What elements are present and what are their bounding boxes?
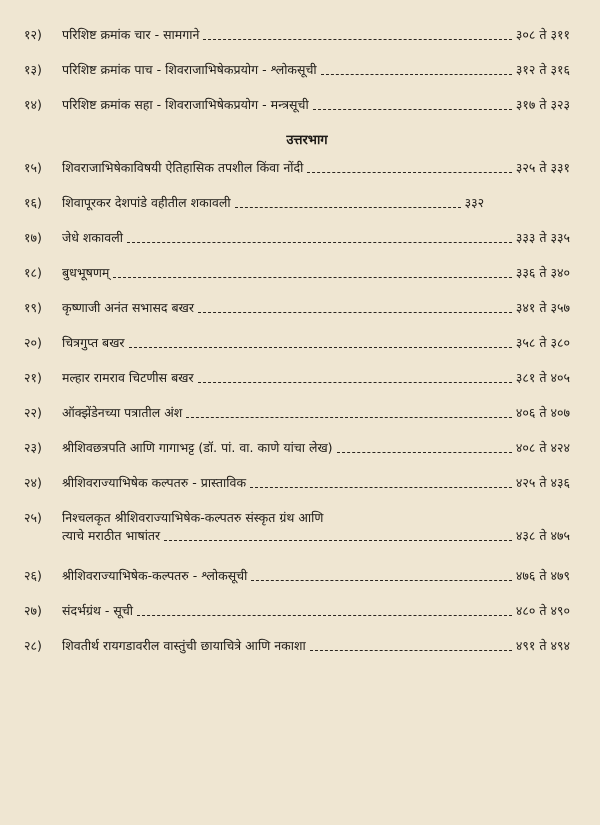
entry-title: श्रीशिवछत्रपति आणि गागाभट्ट (डॉ. पां. वा. काणे यांचा लेख)	[62, 440, 333, 455]
toc-entry-23	[24, 439, 570, 474]
entry-number: १३)	[24, 62, 42, 77]
toc-entry-26	[24, 567, 570, 602]
entry-pages: ४०८ ते ४२४	[515, 440, 570, 455]
toc-entry-27	[24, 602, 570, 637]
entry-pages: ३१७ ते ३२३	[515, 97, 570, 112]
section-heading: उत्तरभाग	[286, 133, 328, 148]
entry-pages: ३८१ ते ४०५	[515, 370, 570, 385]
dotted-leader	[164, 540, 512, 541]
toc-entry-24	[24, 474, 570, 509]
entry-pages: ३१२ ते ३१६	[515, 62, 570, 77]
entry-title: श्रीशिवराज्याभिषेक कल्पतरु - प्रास्ताविक	[62, 475, 247, 490]
entry-title: संदर्भग्रंथ - सूची	[62, 603, 133, 618]
dotted-leader	[129, 347, 512, 348]
toc-entry-25	[24, 509, 570, 567]
dotted-leader	[113, 277, 512, 278]
toc-entry-19	[24, 299, 570, 334]
entry-pages: ३२५ ते ३३१	[515, 160, 570, 175]
entry-pages: ३४१ ते ३५७	[515, 300, 570, 315]
entry-number: २२)	[24, 405, 42, 420]
toc-entry-13	[24, 61, 570, 96]
dotted-leader	[310, 650, 512, 651]
dotted-leader	[251, 580, 512, 581]
entry-title: चित्रगुप्त बखर	[62, 335, 125, 350]
toc-entry-22	[24, 404, 570, 439]
entry-number: २६)	[24, 568, 42, 583]
entry-number: १९)	[24, 300, 42, 315]
entry-pages: ४०६ ते ४०७	[515, 405, 570, 420]
dotted-leader	[137, 615, 512, 616]
entry-title: श्रीशिवराज्याभिषेक-कल्पतरु - श्लोकसूची	[62, 568, 248, 583]
entry-number: १४)	[24, 97, 42, 112]
entry-number: २०)	[24, 335, 42, 350]
entry-title: ऑक्झेंडेनच्या पत्रातील अंश	[62, 405, 183, 420]
entry-pages: ४२५ ते ४३६	[515, 475, 570, 490]
entry-pages: ४३८ ते ४७५	[515, 528, 570, 543]
toc-entry-15	[24, 159, 570, 194]
entry-title: मल्हार रामराव चिटणीस बखर	[62, 370, 194, 385]
entry-title: परिशिष्ट क्रमांक सहा - शिवराजाभिषेकप्रयोग - मन्त्रसूची	[62, 97, 309, 112]
entry-number: २८)	[24, 638, 42, 653]
toc-entry-12	[24, 26, 570, 61]
dotted-leader	[203, 39, 511, 40]
dotted-leader	[186, 417, 512, 418]
entry-pages: ४९१ ते ४९४	[515, 638, 570, 653]
entry-pages: ४८० ते ४९०	[515, 603, 570, 618]
entry-pages: ३३३ ते ३३५	[515, 230, 570, 245]
dotted-leader	[235, 207, 461, 208]
entry-title: बुधभूषणम्	[62, 265, 110, 280]
entry-title: जेधे शकावली	[62, 230, 123, 245]
entry-pages: ३५८ ते ३८०	[515, 335, 570, 350]
entry-number: २५)	[24, 510, 42, 525]
entry-number: २४)	[24, 475, 42, 490]
toc-entry-21	[24, 369, 570, 404]
entry-pages: ३३२	[464, 195, 485, 210]
entry-number: २७)	[24, 603, 42, 618]
toc-entry-17	[24, 229, 570, 264]
entry-number: २३)	[24, 440, 42, 455]
toc-entry-20	[24, 334, 570, 369]
entry-title: परिशिष्ट क्रमांक पाच - शिवराजाभिषेकप्रयोग - श्लोकसूची	[62, 62, 317, 77]
dotted-leader	[313, 109, 512, 110]
entry-title: परिशिष्ट क्रमांक चार - सामगाने	[62, 27, 200, 42]
entry-title: शिवापूरकर देशपांडे वहीतील शकावली	[62, 195, 231, 210]
dotted-leader	[321, 74, 512, 75]
dotted-leader	[127, 242, 512, 243]
toc-group-uttarbhag	[24, 159, 570, 672]
entry-pages: ४७६ ते ४७९	[515, 568, 570, 583]
entry-pages: ३०८ ते ३११	[515, 27, 570, 42]
toc-entry-14	[24, 96, 570, 131]
entry-title-line-2: त्याचे मराठीत भाषांतर	[62, 528, 161, 543]
entry-pages: ३३६ ते ३४०	[515, 265, 570, 280]
dotted-leader	[307, 172, 512, 173]
dotted-leader	[198, 382, 512, 383]
dotted-leader	[250, 487, 512, 488]
entry-title: शिवराजाभिषेकाविषयी ऐतिहासिक तपशील किंवा नोंदी	[62, 160, 304, 175]
toc-entry-18	[24, 264, 570, 299]
entry-title: शिवतीर्थ रायगडावरील वास्तुंची छायाचित्रे आणि नकाशा	[62, 638, 306, 653]
entry-title-line-1: निश्चलकृत श्रीशिवराज्याभिषेक-कल्पतरु संस्कृत ग्रंथ आणि	[62, 510, 324, 525]
entry-number: १५)	[24, 160, 42, 175]
entry-number: १२)	[24, 27, 42, 42]
toc-entry-28	[24, 637, 570, 672]
toc-entry-16	[24, 194, 570, 229]
dotted-leader	[337, 452, 512, 453]
entry-title: कृष्णाजी अनंत सभासद बखर	[62, 300, 194, 315]
entry-number: १७)	[24, 230, 42, 245]
toc-group-appendices	[24, 26, 570, 131]
entry-number: २१)	[24, 370, 42, 385]
entry-number: १८)	[24, 265, 42, 280]
dotted-leader	[198, 312, 512, 313]
entry-number: १६)	[24, 195, 42, 210]
